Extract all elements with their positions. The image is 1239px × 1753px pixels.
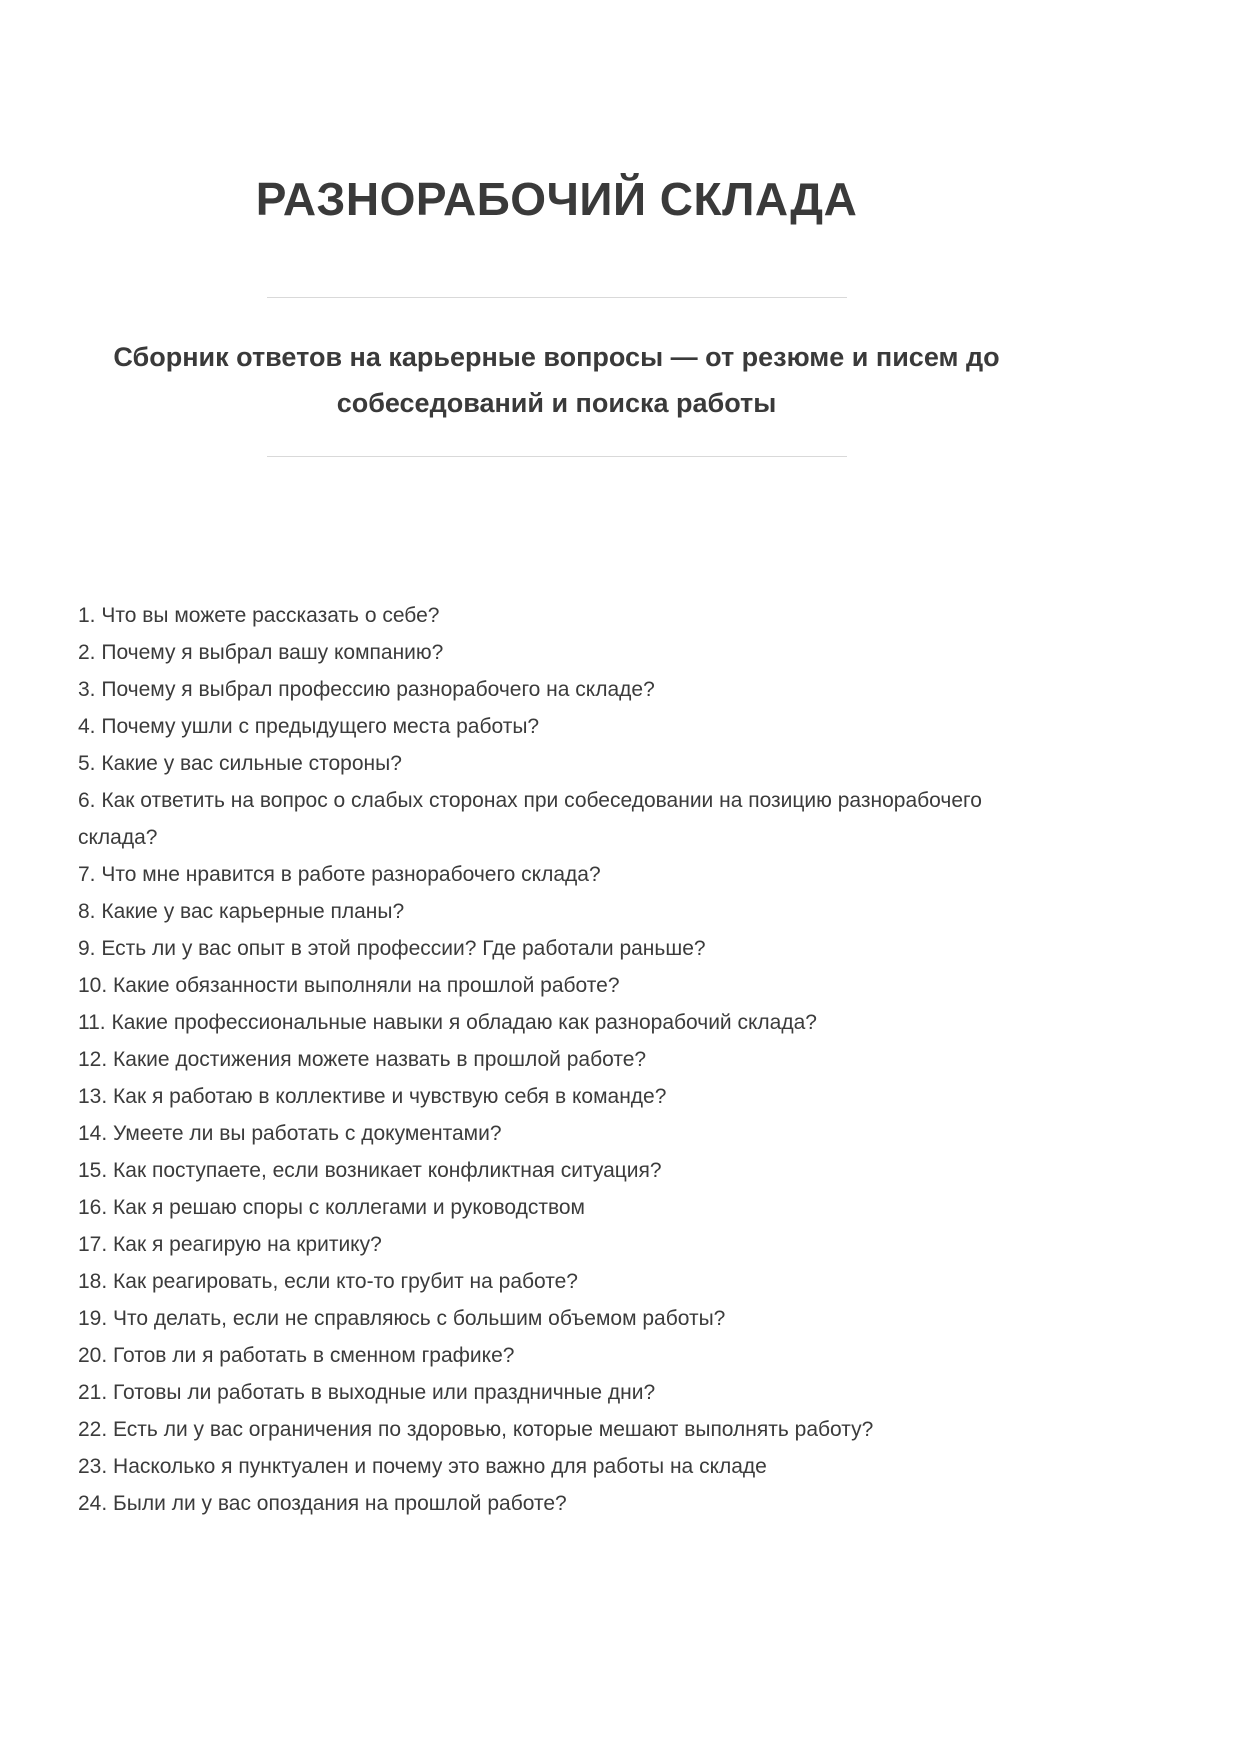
- question-item: 8. Какие у вас карьерные планы?: [78, 900, 405, 924]
- question-item: 2. Почему я выбрал вашу компанию?: [78, 641, 444, 665]
- page-title: РАЗНОРАБОЧИЙ СКЛАДА: [255, 173, 858, 225]
- question-item: 24. Были ли у вас опоздания на прошлой работе?: [78, 1492, 567, 1516]
- question-item: 4. Почему ушли с предыдущего места работы?: [78, 715, 540, 739]
- question-item: 12. Какие достижения можете назвать в прошлой работе?: [78, 1048, 647, 1072]
- question-item: 3. Почему я выбрал профессию разнорабочего на складе?: [78, 678, 655, 702]
- question-item: 22. Есть ли у вас ограничения по здоровью, которые мешают выполнять работу?: [78, 1418, 874, 1442]
- question-item: 5. Какие у вас сильные стороны?: [78, 752, 402, 776]
- question-item: 18. Как реагировать, если кто-то грубит на работе?: [78, 1270, 578, 1294]
- divider-line-bottom: [267, 456, 847, 457]
- question-item: 19. Что делать, если не справляюсь с большим объемом работы?: [78, 1307, 726, 1331]
- question-item: 17. Как я реагирую на критику?: [78, 1233, 382, 1257]
- question-item: 11. Какие профессиональные навыки я обладаю как разнорабочий склада?: [78, 1011, 817, 1035]
- question-item: 13. Как я работаю в коллективе и чувствую себя в команде?: [78, 1085, 667, 1109]
- question-item: 23. Насколько я пунктуален и почему это важно для работы на складе: [78, 1455, 767, 1479]
- question-item: 21. Готовы ли работать в выходные или праздничные дни?: [78, 1381, 656, 1405]
- question-item: 10. Какие обязанности выполняли на прошлой работе?: [78, 974, 620, 998]
- question-item: 9. Есть ли у вас опыт в этой профессии? Где работали раньше?: [78, 937, 706, 961]
- page-subtitle: Сборник ответов на карьерные вопросы — от резюме и писем до собеседований и поиска работы: [113, 342, 1000, 419]
- question-item: 16. Как я решаю споры с коллегами и руководством: [78, 1196, 585, 1220]
- question-item: 7. Что мне нравится в работе разнорабочего склада?: [78, 863, 601, 887]
- question-item: 15. Как поступаете, если возникает конфликтная ситуация?: [78, 1159, 662, 1183]
- question-item: 1. Что вы можете рассказать о себе?: [78, 604, 440, 628]
- question-item: 20. Готов ли я работать в сменном графике?: [78, 1344, 515, 1368]
- question-item: 6. Как ответить на вопрос о слабых сторонах при собеседовании на позицию разнорабочего склада?: [78, 789, 982, 850]
- question-item: 14. Умеете ли вы работать с документами?: [78, 1122, 502, 1146]
- divider-line-top: [267, 297, 847, 298]
- questions-list: [78, 597, 1013, 1522]
